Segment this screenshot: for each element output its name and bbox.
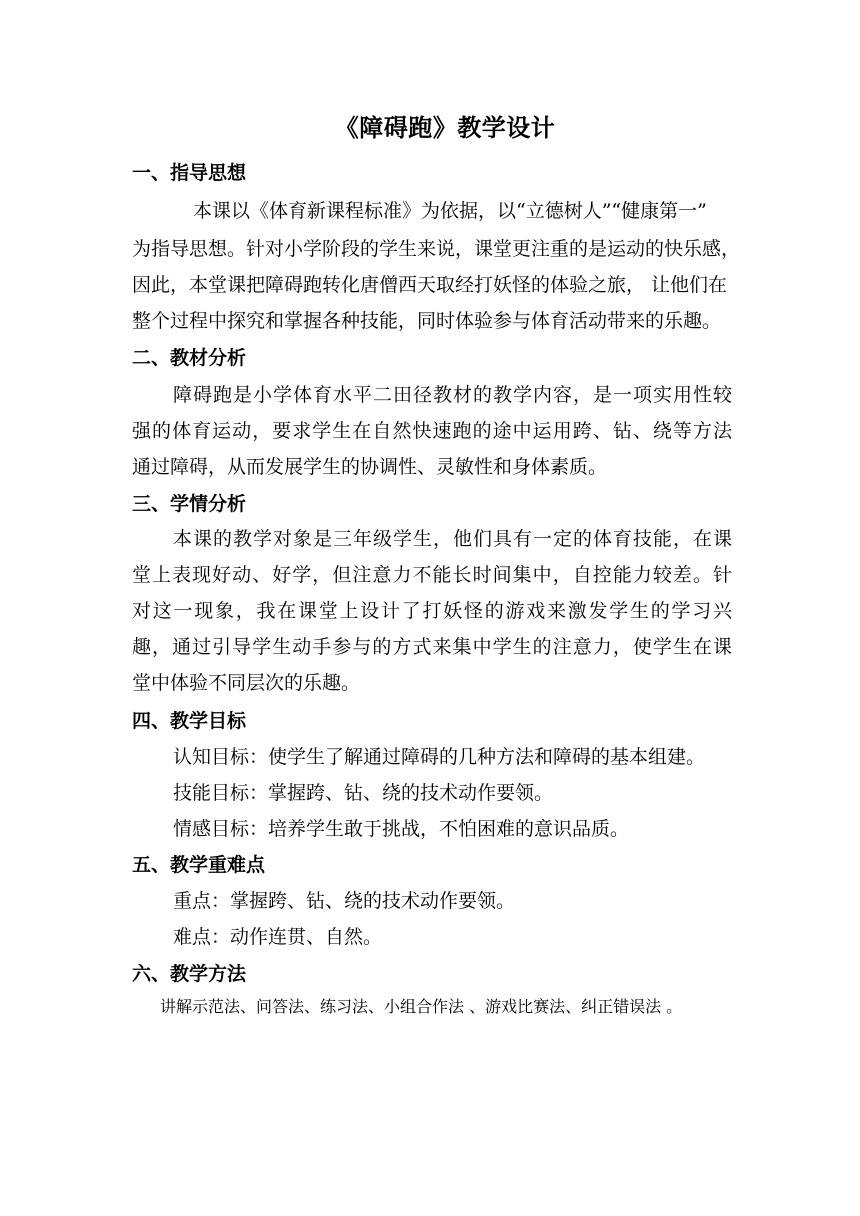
section-heading-6: 六、教学方法 [132, 963, 247, 985]
paragraph-line: 情感目标：培养学生敢于挑战，不怕困难的意识品质。 [173, 818, 630, 840]
paragraph-line: 为指导思想。针对小学阶段的学生来说，课堂更注重的是运动的快乐感， [132, 238, 741, 260]
section-heading-1: 一、指导思想 [132, 162, 247, 184]
paragraph-line: 技能目标：掌握跨、钻、绕的技术动作要领。 [173, 782, 554, 804]
paragraph-line: 本课以《体育新课程标准》为依据，以“立德树人”“健康第一” [193, 200, 707, 222]
section-heading-5: 五、教学重难点 [132, 854, 266, 876]
paragraph-line: 难点：动作连贯、自然。 [173, 926, 383, 948]
paragraph-line: 本课的教学对象是三年级学生，他们具有一定的体育技能，在课 [173, 528, 732, 550]
paragraph-line: 对这一现象，我在课堂上设计了打妖怪的游戏来激发学生的学习兴 [132, 600, 732, 622]
paragraph-line: 整个过程中探究和掌握各种技能，同时体验参与体育活动带来的乐趣。 [132, 310, 722, 332]
paragraph-line: 堂中体验不同层次的乐趣。 [132, 672, 361, 694]
paragraph-line: 因此，本堂课把障碍跑转化唐僧西天取经打妖怪的体验之旅， 让他们在 [132, 274, 728, 296]
paragraph-line: 通过障碍，从而发展学生的协调性、灵敏性和身体素质。 [132, 456, 608, 478]
paragraph-line: 重点：掌握跨、钻、绕的技术动作要领。 [173, 890, 516, 912]
paragraph-line: 障碍跑是小学体育水平二田径教材的教学内容，是一项实用性较 [173, 384, 732, 406]
section-heading-3: 三、学情分析 [132, 493, 247, 515]
section-heading-2: 二、教材分析 [132, 347, 247, 369]
paragraph-line: 堂上表现好动、好学，但注意力不能长时间集中，自控能力较差。针 [132, 564, 732, 586]
document-title: 《障碍跑》教学设计 [334, 114, 556, 142]
section-heading-4: 四、教学目标 [132, 710, 247, 732]
paragraph-line: 强的体育运动，要求学生在自然快速跑的途中运用跨、钻、绕等方法 [132, 420, 732, 442]
paragraph-line: 讲解示范法、问答法、练习法、小组合作法 、游戏比赛法、纠正错误法 。 [160, 997, 683, 1016]
paragraph-line: 认知目标：使学生了解通过障碍的几种方法和障碍的基本组建。 [173, 746, 706, 768]
paragraph-line: 趣，通过引导学生动手参与的方式来集中学生的注意力，使学生在课 [132, 636, 732, 658]
